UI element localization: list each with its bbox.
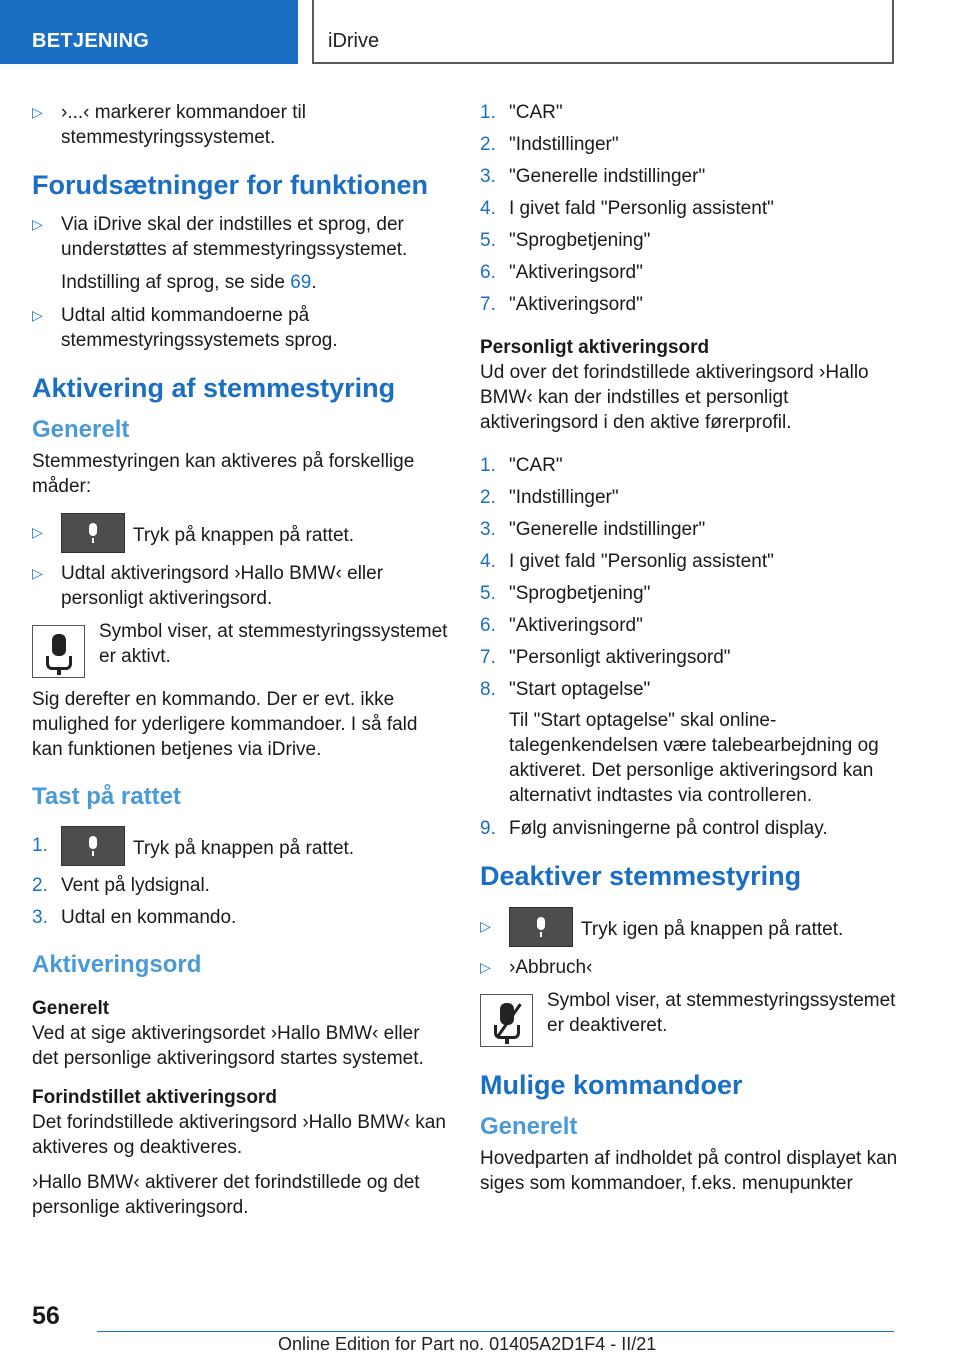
right-column xyxy=(480,100,898,1206)
list-item: 5. "Sprogbetjening" xyxy=(480,230,651,251)
header-section: BETJENING xyxy=(32,30,150,52)
list-item: 3. "Generelle indstillinger" xyxy=(480,166,706,187)
list-item: 7. "Aktiveringsord" xyxy=(480,294,643,315)
heading-deaktiver: Deaktiver stemmestyring xyxy=(480,861,802,891)
microphone-active-icon xyxy=(32,625,85,678)
page-link[interactable]: 69 xyxy=(290,272,312,293)
list-item: ▷ ›Abbruch‹ xyxy=(480,957,593,978)
list-item: 3. Udtal en kommando. xyxy=(32,907,237,928)
paragraph: Hovedparten af indholdet på control displayet kan siges som kommandoer, f.eks. menupunkter xyxy=(480,1148,898,1194)
left-column xyxy=(32,100,450,1230)
bullet-triangle-icon: ▷ xyxy=(480,918,491,934)
heading-aktivering: Aktivering af stemmestyring xyxy=(32,373,396,403)
subheading-aktiveringsord: Aktiveringsord xyxy=(32,951,202,978)
paragraph: Ved at sige aktiveringsordet ›Hallo BMW‹ eller det personlige aktiveringsord startes systemet. xyxy=(32,1023,424,1069)
list-item: ▷ ›...‹ markerer kommandoer til stemmestyringssystemet. xyxy=(32,102,306,148)
list-item: 2. "Indstillinger" xyxy=(480,134,619,155)
list-item: ▷ Udtal aktiveringsord ›Hallo BMW‹ eller personligt aktiveringsord. xyxy=(32,563,384,609)
list-item: 1. "CAR" xyxy=(480,102,563,123)
list-item: 2. Vent på lydsignal. xyxy=(32,875,210,896)
list-item: 4. I givet fald "Personlig assistent" xyxy=(480,551,774,572)
bullet-triangle-icon: ▷ xyxy=(32,565,43,581)
list-item: 3. "Generelle indstillinger" xyxy=(480,519,706,540)
paragraph: ›Hallo BMW‹ aktiverer det forindstillede og det personlige aktiveringsord. xyxy=(32,1172,420,1218)
symbol-note: Symbol viser, at stemmestyringssystemet er aktivt. xyxy=(32,619,450,679)
paragraph: Det forindstillede aktiveringsord ›Hallo BMW‹ kan aktiveres og deaktiveres. xyxy=(32,1112,446,1158)
list-item: 8. "Start optagelse" xyxy=(480,679,651,700)
page-number: 56 xyxy=(32,1302,60,1330)
bullet-triangle-icon: ▷ xyxy=(480,959,491,975)
microphone-muted-icon xyxy=(480,994,533,1047)
bullet-triangle-icon: ▷ xyxy=(32,307,43,323)
list-item: 1. Tryk på knappen på rattet. xyxy=(32,826,450,866)
list-item: 6. "Aktiveringsord" xyxy=(480,262,643,283)
header-topic: iDrive xyxy=(328,30,380,52)
header-section-tab xyxy=(0,0,298,64)
list-item: 9. Følg anvisningerne på control display. xyxy=(480,818,828,839)
minor-heading: Forindstillet aktiveringsord xyxy=(32,1087,277,1108)
footer-edition: Online Edition for Part no. 01405A2D1F4 - II/21 xyxy=(278,1334,657,1354)
bullet-triangle-icon: ▷ xyxy=(32,104,43,120)
steering-voice-button-icon xyxy=(509,907,573,947)
bullet-triangle-icon: ▷ xyxy=(32,216,43,232)
list-item: 2. "Indstillinger" xyxy=(480,487,619,508)
list-item: 7. "Personligt aktiveringsord" xyxy=(480,647,731,668)
steering-voice-button-icon xyxy=(61,826,125,866)
list-item: 1. "CAR" xyxy=(480,455,563,476)
heading-forudsaetninger: Forudsætninger for funktionen xyxy=(32,170,428,200)
list-item: 4. I givet fald "Personlig assistent" xyxy=(480,198,774,219)
list-item: ▷ Tryk på knappen på rattet. xyxy=(32,513,450,553)
steering-voice-button-icon xyxy=(61,513,125,553)
footer-divider xyxy=(97,1331,894,1332)
symbol-note: Symbol viser, at stemmestyringssystemet er deaktiveret. xyxy=(480,988,898,1048)
list-item: ▷ Via iDrive skal der indstilles et sprog, der understøttes af stemmestyringssystemet. xyxy=(32,214,408,260)
subheading-tast: Tast på rattet xyxy=(32,783,181,810)
list-item-note: Indstilling af sprog, se side 69. xyxy=(61,272,317,293)
minor-heading: Generelt xyxy=(32,998,110,1019)
list-item: 5. "Sprogbetjening" xyxy=(480,583,651,604)
subheading-generelt: Generelt xyxy=(32,416,130,443)
minor-heading: Personligt aktiveringsord xyxy=(480,337,710,358)
paragraph: Stemmestyringen kan aktiveres på forskellige måder: xyxy=(32,451,415,497)
heading-mulige: Mulige kommandoer xyxy=(480,1070,743,1100)
list-item: ▷ Udtal altid kommandoerne på stemmestyringssystemets sprog. xyxy=(32,305,338,351)
header-topic-tab xyxy=(312,0,894,64)
paragraph: Ud over det forindstillede aktiveringsord ›Hallo BMW‹ kan der indstilles et personligt aktiveringsord i den aktive førerprofil. xyxy=(480,362,869,433)
list-item: 6. "Aktiveringsord" xyxy=(480,615,643,636)
bullet-triangle-icon: ▷ xyxy=(32,524,43,540)
subheading-generelt: Generelt xyxy=(480,1113,578,1140)
list-item: ▷ Tryk igen på knappen på rattet. xyxy=(480,907,898,947)
paragraph: Sig derefter en kommando. Der er evt. ikke mulighed for yderligere kommandoer. I så fald kan funktionen betjenes via iDrive. xyxy=(32,689,418,760)
list-item-note: Til "Start optagelse" skal online-talegenkendelsen være talebearbejdning og aktiveret. Det personlige aktiveringsord kan alternativt indtastes via controlleren. xyxy=(509,710,879,806)
